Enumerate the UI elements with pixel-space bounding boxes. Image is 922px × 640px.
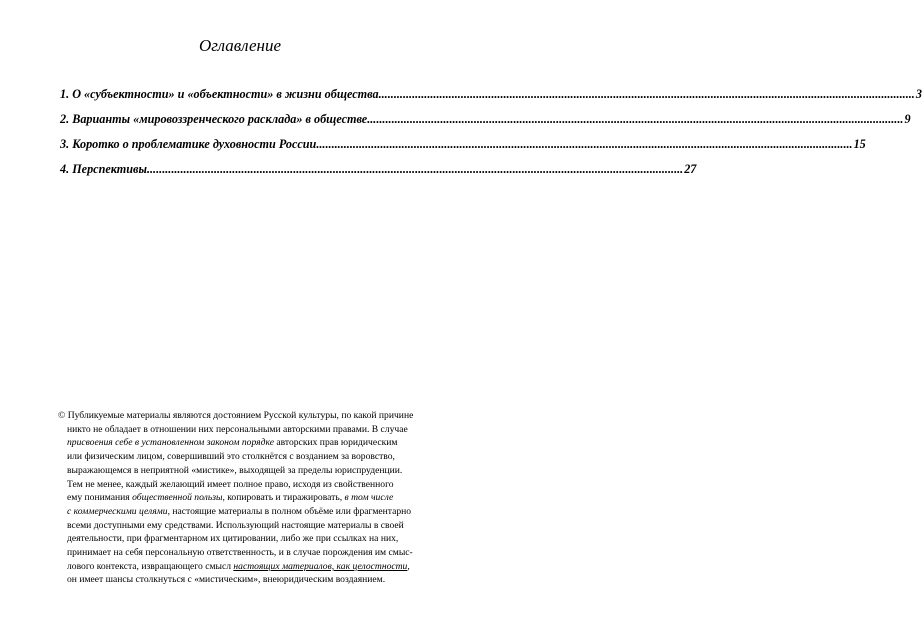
- toc-entry-4[interactable]: [60, 157, 697, 182]
- copyright-line: [58, 505, 436, 519]
- toc-entry-text: 3. Коротко о проблематике духовности России: [60, 137, 317, 151]
- toc-entry-page: 3: [915, 87, 922, 101]
- copyright-line: Тем не менее, каждый желающий имеет полное право, исходя из свойственного: [67, 478, 394, 490]
- toc-entry-text: 2. Варианты «мировоззренческого расклада» в обществе: [60, 112, 368, 126]
- toc-entry-2[interactable]: [60, 107, 911, 132]
- table-of-contents: [60, 82, 922, 182]
- copyright-emphasis: присвоения себе в установленном законом порядке: [67, 437, 274, 449]
- toc-entry-3[interactable]: [60, 132, 866, 157]
- toc-entry-text: 4. Перспективы: [60, 162, 147, 176]
- toc-dot-leader: [367, 107, 903, 132]
- copyright-line: никто не обладает в отношении них персональными авторскими правами. В случае: [67, 423, 408, 435]
- toc-entry-page: 9: [904, 112, 911, 126]
- copyright-emphasis: с коммерческими целями: [67, 505, 168, 517]
- copyright-symbol: ©: [58, 410, 66, 421]
- copyright-notice: [58, 409, 436, 587]
- copyright-text: , настоящие материалы в полном объёме или фрагментарно: [167, 505, 412, 517]
- toc-entry-page: 15: [853, 137, 866, 151]
- copyright-text: Публикуемые материалы являются достоянием Русской культуры, по какой причине: [67, 410, 414, 421]
- toc-dot-leader: [316, 132, 852, 157]
- copyright-line: [58, 491, 436, 505]
- copyright-emphasis: настоящих материалов, как целостности: [233, 560, 408, 572]
- copyright-emphasis: общественной пользы: [132, 492, 223, 504]
- toc-entry-page: 27: [684, 162, 697, 176]
- copyright-line: или физическим лицом, совершивший это столкнётся с возданием за воровство,: [67, 451, 395, 463]
- copyright-line: он имеет шансы столкнуться с «мистическим», внеюридическим воздаянием.: [67, 574, 386, 586]
- toc-title: Оглавление: [198, 36, 282, 55]
- copyright-text: ,: [407, 560, 410, 572]
- copyright-text: ему понимания: [67, 492, 133, 504]
- copyright-line: [58, 409, 436, 423]
- copyright-text: авторских прав юридическим: [273, 437, 398, 449]
- copyright-line: принимает на себя персональную ответственность, и в случае порождения им смыс-: [67, 547, 413, 559]
- toc-entry-text: 1. О «субъектности» и «объектности» в жизни общества: [60, 87, 379, 101]
- copyright-text: лового контекста, извращающего смысл: [67, 560, 234, 572]
- toc-entry-1[interactable]: [60, 82, 922, 107]
- toc-dot-leader: [379, 82, 915, 107]
- copyright-line: выражающемся в неприятной «мистике», выходящей за пределы юриспруденции.: [67, 464, 403, 476]
- copyright-line: деятельности, при фрагментарном их цитировании, либо же при ссылках на них,: [67, 533, 399, 545]
- copyright-text: , копировать и тиражировать,: [222, 492, 345, 504]
- toc-dot-leader: [147, 157, 683, 182]
- copyright-line: всеми доступными ему средствами. Использующий настоящие материалы в своей: [67, 519, 404, 531]
- copyright-line: [58, 436, 436, 450]
- copyright-line: [58, 560, 436, 574]
- copyright-emphasis: в том числе: [344, 492, 394, 504]
